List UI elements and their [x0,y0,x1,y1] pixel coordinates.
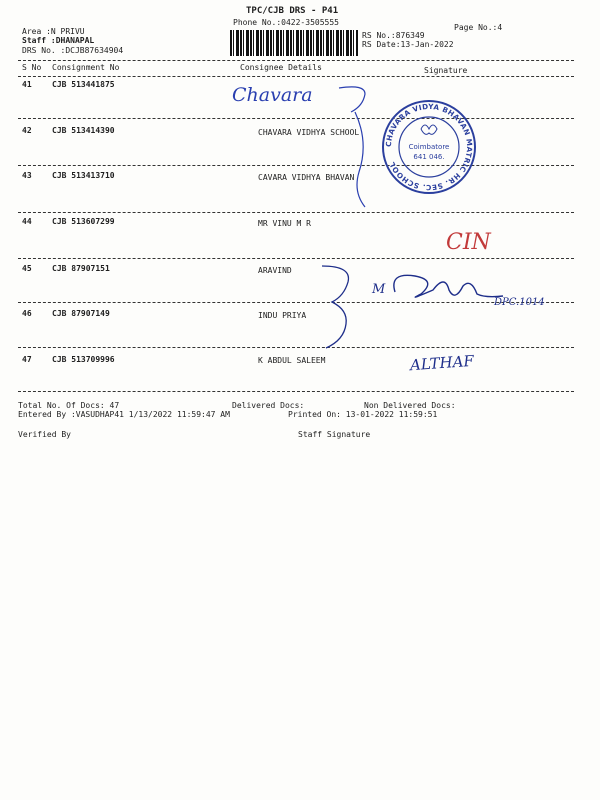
divider [18,165,574,166]
verified-by: Verified By [18,430,71,439]
document-title: TPC/CJB DRS - P41 [246,6,339,16]
divider [18,258,574,259]
divider [18,60,574,61]
row-consignee: K ABDUL SALEEM [258,356,326,365]
col-sno: S No [22,63,42,72]
divider [18,391,574,392]
row-sno: 44 [22,217,32,226]
row-consignee: INDU PRIYA [258,311,307,320]
stamp-ring-text: CHAVARA VIDYA BHAVAN MATRIC HR. SEC. SCHOOL [383,101,475,193]
divider [18,76,574,77]
non-delivered-docs: Non Delivered Docs: [364,401,456,410]
drs-number: DRS No. :DCJB87634904 [22,46,124,55]
row-consignment: CJB 513709996 [52,355,115,364]
barcode [230,30,358,56]
divider [18,118,574,119]
row-sno: 46 [22,309,32,318]
signature-row-41: Chavara [232,84,313,106]
page-number: Page No.:4 [454,23,503,32]
rs-date: RS Date:13-Jan-2022 [362,40,454,49]
area-label: Area :N PRIVU [22,27,85,36]
printed-on: Printed On: 13-01-2022 11:59:51 [288,410,438,419]
row-consignment: CJB 513413710 [52,171,115,180]
row-sno: 45 [22,264,32,273]
entered-by: Entered By :VASUDHAP41 1/13/2022 11:59:47 AM [18,410,230,419]
delivered-docs: Delivered Docs: [232,401,305,410]
col-consignment: Consignment No [52,63,120,72]
row-consignee: CHAVARA VIDHYA SCHOOL [258,128,360,137]
row-sno: 41 [22,80,32,89]
row-consignee: ARAVIND [258,266,292,275]
divider [18,347,574,348]
signature-row-47: ALTHAF [409,351,475,375]
row-consignment: CJB 513607299 [52,217,115,226]
signature-scribble [385,268,505,310]
col-consignee: Consignee Details [240,63,322,72]
school-stamp [381,99,477,195]
stamp-pin: 641 046. [413,153,445,161]
staff-label: Staff :DHANAPAL [22,36,95,45]
row-sno: 47 [22,355,32,364]
signature-stroke [335,82,385,212]
row-consignee: CAVARA VIDHYA BHAVAN [258,173,355,182]
total-docs: Total No. Of Docs: 47 [18,401,120,410]
signature-row-46: M [372,282,386,297]
row-sno: 43 [22,171,32,180]
bracket-mark [318,262,358,352]
phone-number: Phone No.:0422-3505555 [233,18,339,27]
divider [18,212,574,213]
row-consignment: CJB 87907149 [52,309,110,318]
stamp-city: Coimbatore [408,143,450,151]
signature-row-46-tail: DPC.1014 [494,297,545,308]
rs-number: RS No.:876349 [362,31,425,40]
col-signature: Signature [424,66,468,75]
row-consignment: CJB 513414390 [52,126,115,135]
row-consignee: MR VINU M R [258,219,311,228]
row-consignment: CJB 513441875 [52,80,115,89]
row-consignment: CJB 87907151 [52,264,110,273]
staff-signature: Staff Signature [298,430,371,439]
row-sno: 42 [22,126,32,135]
signature-row-44: CIN [446,230,491,255]
